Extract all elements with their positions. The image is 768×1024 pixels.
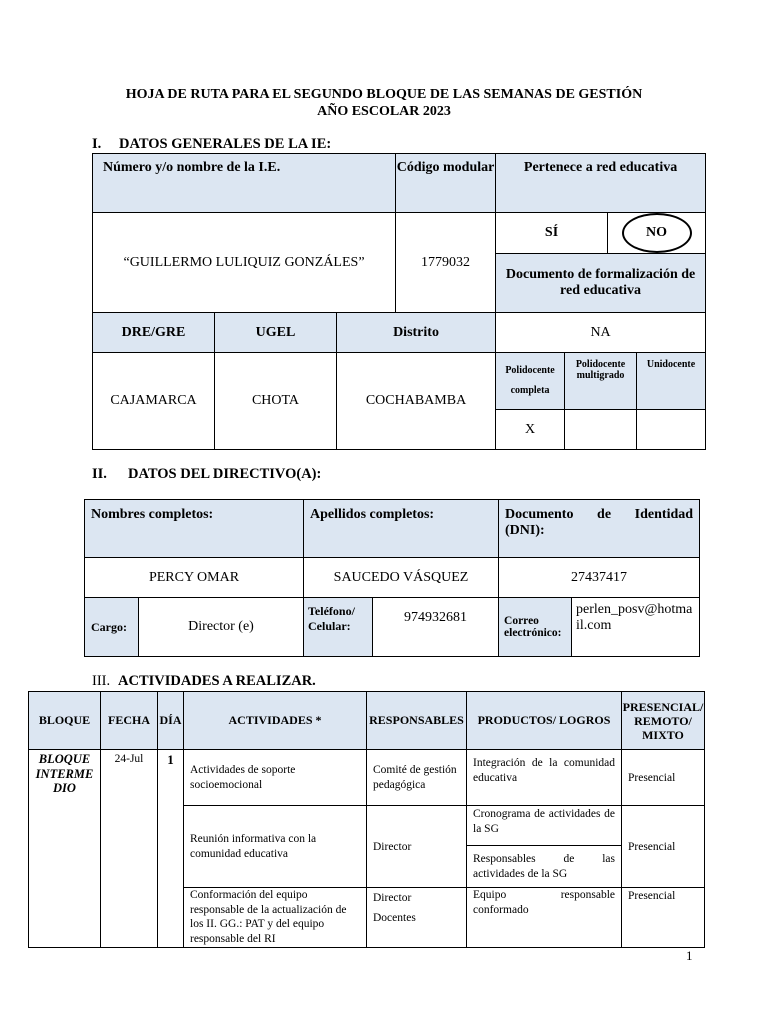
header-polidocente-multigrado: Polidocente multigrado xyxy=(565,353,637,410)
activity-1-responsible: Comité de gestión pedagógica xyxy=(367,750,467,806)
document-title-line1: HOJA DE RUTA PARA EL SEGUNDO BLOQUE DE LAS SEMANAS DE GESTIÓN xyxy=(125,87,643,102)
nombres-value: PERCY OMAR xyxy=(85,558,304,598)
activity-3-responsible-2: Docentes xyxy=(373,912,416,924)
header-modular-code: Código modular xyxy=(396,154,496,213)
activity-3-product: Equipo responsable conformado xyxy=(467,888,622,948)
activity-1-product: Integración de la comunidad educativa xyxy=(467,750,622,806)
header-bloque: BLOQUE xyxy=(29,692,101,750)
fecha-value: 24-Jul xyxy=(101,750,158,948)
activity-2-product-2: Responsables de las actividades de la SG xyxy=(467,846,622,888)
activity-2-text: Reunión informativa con la comunidad educativa xyxy=(184,806,367,888)
correo-value: perlen_posv@hotmail.com xyxy=(572,598,700,657)
activities-table xyxy=(28,691,705,948)
distrito-value: COCHABAMBA xyxy=(337,353,496,450)
ie-name-value: “GUILLERMO LULIQUIZ GONZÁLES” xyxy=(93,213,396,313)
header-ugel: UGEL xyxy=(215,313,337,353)
telefono-value: 974932681 xyxy=(373,598,499,657)
header-actividades: ACTIVIDADES * xyxy=(184,692,367,750)
cargo-value: Director (e) xyxy=(139,598,304,657)
directivo-table xyxy=(84,499,700,657)
bloque-value: BLOQUE INTERMEDIO xyxy=(29,750,101,948)
header-polidocente-completa: Polidocente completa xyxy=(496,353,565,410)
section3-number: III. xyxy=(92,673,111,689)
header-dre-gre: DRE/GRE xyxy=(93,313,215,353)
document-title-line2: AÑO ESCOLAR 2023 xyxy=(317,104,451,119)
ie-data-table xyxy=(92,153,706,450)
red-si-option: SÍ xyxy=(496,213,608,254)
header-distrito: Distrito xyxy=(337,313,496,353)
section3-heading: ACTIVIDADES A REALIZAR. xyxy=(118,673,316,689)
header-dni: Documento de Identidad (DNI): xyxy=(499,500,700,558)
header-productos: PRODUCTOS/ LOGROS xyxy=(467,692,622,750)
activity-2-modality: Presencial xyxy=(622,806,705,888)
dni-value: 27437417 xyxy=(499,558,700,598)
doc-formalizacion-value: NA xyxy=(496,313,706,353)
header-fecha: FECHA xyxy=(101,692,158,750)
modular-code-value: 1779032 xyxy=(396,213,496,313)
activity-1-text: Actividades de soporte socioemocional xyxy=(184,750,367,806)
section1-heading: DATOS GENERALES DE LA IE: xyxy=(119,136,332,152)
activity-2-product-1: Cronograma de actividades de la SG xyxy=(467,806,622,846)
activity-3-responsible-1: Director xyxy=(373,892,412,904)
apellidos-value: SAUCEDO VÁSQUEZ xyxy=(304,558,499,598)
header-correo: Correo electrónico: xyxy=(499,598,572,657)
header-nombres: Nombres completos: xyxy=(85,500,304,558)
dia-value: 1 xyxy=(158,750,184,948)
activity-1-modality: Presencial xyxy=(622,750,705,806)
header-unidocente: Unidocente xyxy=(637,353,706,410)
activity-3-text: Conformación del equipo responsable de la actualización de los II. GG.: PAT y del equipo responsable del RI xyxy=(184,888,367,948)
ugel-value: CHOTA xyxy=(215,353,337,450)
unidocente-value xyxy=(637,410,706,450)
section1-number: I. xyxy=(92,136,102,152)
section2-number: II. xyxy=(92,466,107,482)
dre-value: CAJAMARCA xyxy=(93,353,215,450)
activity-3-modality: Presencial xyxy=(622,888,705,948)
header-responsables: RESPONSABLES xyxy=(367,692,467,750)
header-red-educativa: Pertenece a red educativa xyxy=(496,154,706,213)
header-ie-name: Número y/o nombre de la I.E. xyxy=(93,154,396,213)
activity-2-responsible: Director xyxy=(367,806,467,888)
header-modalidad: PRESENCIAL/ REMOTO/ MIXTO xyxy=(622,692,705,750)
polidocente-multigrado-value xyxy=(565,410,637,450)
section2-heading: DATOS DEL DIRECTIVO(A): xyxy=(128,466,322,482)
header-doc-formalizacion: Documento de formalización de red educativa xyxy=(496,254,706,313)
red-no-option xyxy=(608,213,706,254)
activity-3-responsible xyxy=(367,888,467,948)
no-selected-circle: NO xyxy=(622,213,692,253)
header-dia: DÍA xyxy=(158,692,184,750)
header-apellidos: Apellidos completos: xyxy=(304,500,499,558)
header-telefono: Teléfono/ Celular: xyxy=(304,598,373,657)
header-cargo: Cargo: xyxy=(85,598,139,657)
polidocente-completa-value: X xyxy=(496,410,565,450)
page-number: 1 xyxy=(686,948,693,963)
